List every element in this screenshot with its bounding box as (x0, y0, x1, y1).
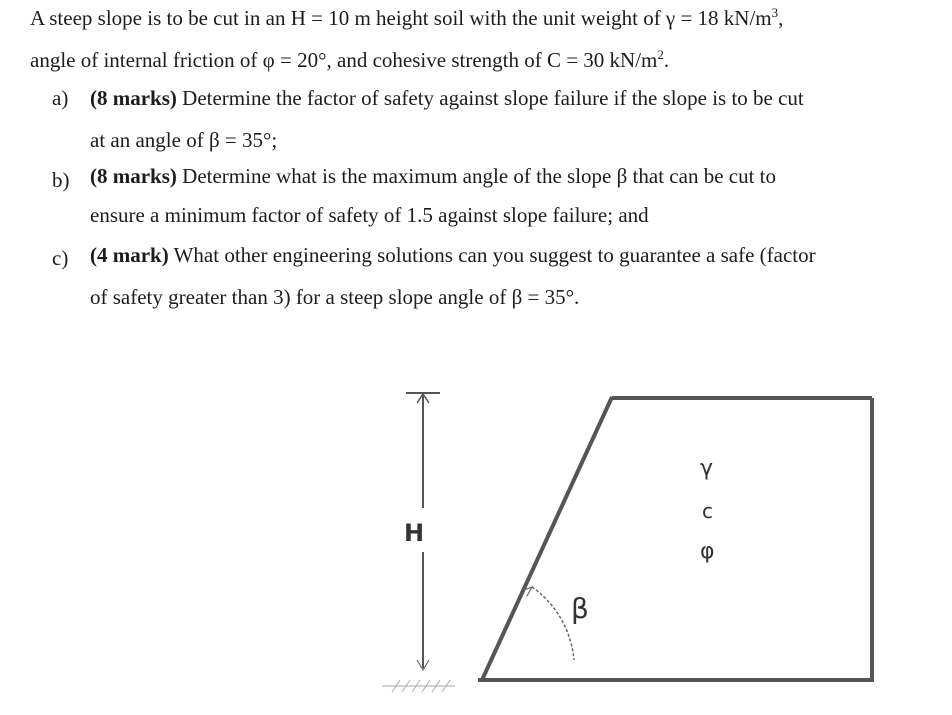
part-a-line-2: at an angle of β = 35°; (90, 128, 278, 152)
part-c-letter: c) (52, 246, 69, 270)
part-b-marks: (8 marks) (90, 164, 177, 188)
part-b-line-2: ensure a minimum factor of safety of 1.5 against slope failure; and (90, 203, 649, 227)
slope-angle-arc (532, 587, 574, 660)
part-b-line-1: (8 marks) Determine what is the maximum angle of the slope β that can be cut to (90, 164, 777, 188)
intro-line-1: A steep slope is to be cut in an H = 10 m height soil with the unit weight of γ = 18 $kN/m^3$, (30, 5, 784, 30)
intro-line-2: angle of internal friction of φ = 20°, and cohesive strength of C = 30 $kN/m^2$. (30, 47, 670, 72)
part-a-line-1: (8 marks) Determine the factor of safety against slope failure if the slope is to be cut (90, 86, 804, 110)
part-b-letter: b) (52, 168, 70, 192)
friction-angle-symbol: φ (700, 539, 715, 564)
ground-hatch-icon (382, 680, 455, 692)
part-c-line-2: of safety greater than 3) for a steep slope angle of β = 35°. (90, 285, 580, 309)
cohesion-symbol: c (702, 499, 713, 523)
part-a-marks: (8 marks) (90, 86, 177, 110)
height-dimension (382, 393, 455, 692)
slope-face (482, 397, 612, 680)
soil-body (478, 397, 874, 680)
part-c-line-1: (4 mark) What other engineering solutions can you suggest to guarantee a safe (factor (90, 243, 816, 267)
part-a-letter: a) (52, 86, 69, 110)
height-label: H (404, 519, 425, 547)
unit-weight-symbol: γ (700, 456, 714, 481)
part-c-marks: (4 mark) (90, 243, 169, 267)
angle-label: β (571, 592, 589, 625)
